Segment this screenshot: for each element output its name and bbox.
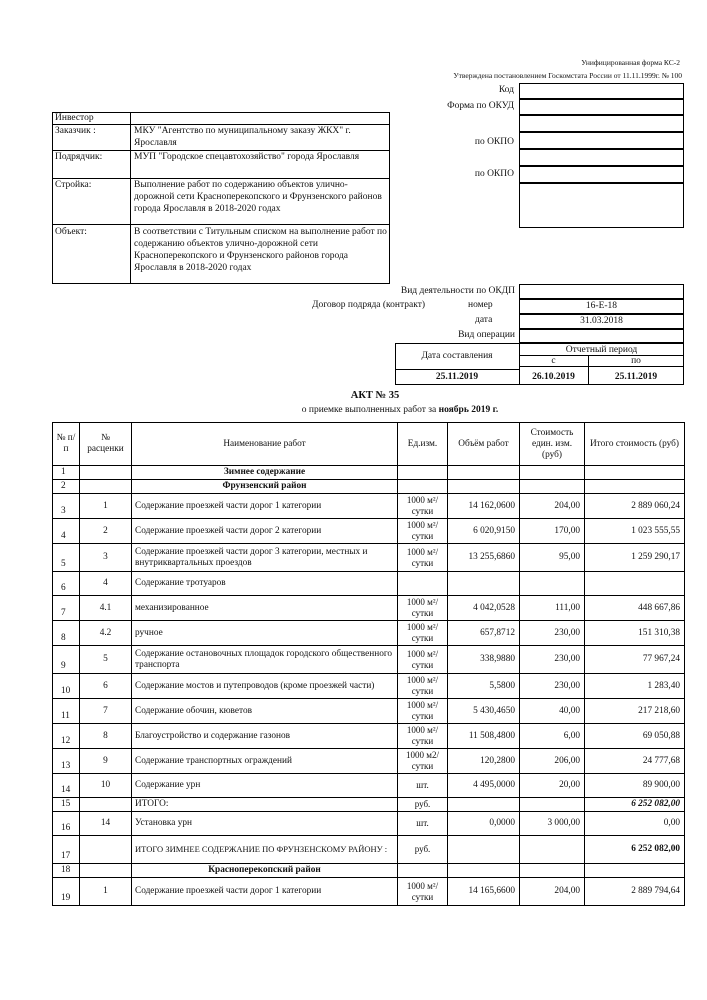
- table-row: [53, 494, 685, 519]
- table-row: [53, 646, 685, 674]
- row-price: 230,00: [520, 674, 585, 699]
- header-total: Итого стоимость (руб): [585, 423, 685, 466]
- row-price: [520, 466, 585, 480]
- contract-number-value: 16-Е-18: [585, 301, 618, 311]
- row-volume: 5 430,4650: [448, 699, 520, 724]
- okud-cell: [519, 99, 684, 115]
- code-header-cell: [519, 83, 684, 99]
- row-name: ИТОГО:: [132, 798, 398, 812]
- row-volume: 4 495,0000: [448, 774, 520, 798]
- row-total: 6 252 082,00: [585, 798, 685, 812]
- row-unit: 1000 м2/ сутки: [398, 749, 448, 774]
- operation-cell: [519, 329, 684, 343]
- compiled-date-value: 25.11.2019: [435, 372, 479, 382]
- table-row: [53, 466, 685, 480]
- row-unit: 1000 м²/ сутки: [398, 724, 448, 749]
- period-from-label: с: [551, 356, 556, 366]
- row-volume: [448, 864, 520, 878]
- okpo1-label: по ОКПО: [474, 137, 514, 147]
- row-price: 20,00: [520, 774, 585, 798]
- row-number: 11: [53, 699, 80, 724]
- row-price: [520, 864, 585, 878]
- blank-cell-2: [519, 149, 684, 166]
- period-label: Отчетный период: [565, 345, 638, 355]
- object-label: Объект:: [55, 227, 87, 237]
- row-rate: 3: [80, 544, 132, 572]
- row-rate: [80, 466, 132, 480]
- row-unit: [398, 466, 448, 480]
- row-volume: 120,2800: [448, 749, 520, 774]
- act-subtitle: [220, 404, 580, 416]
- row-price: 170,00: [520, 519, 585, 544]
- row-total: [585, 466, 685, 480]
- okpo1-cell: [519, 132, 684, 149]
- row-volume: [448, 836, 520, 864]
- table-row: [53, 812, 685, 836]
- blank-cell-3: [519, 183, 684, 228]
- row-number: 8: [53, 621, 80, 646]
- row-unit: шт.: [398, 774, 448, 798]
- row-price: [520, 572, 585, 596]
- table-row: [53, 621, 685, 646]
- row-total: 448 667,86: [585, 596, 685, 621]
- row-total: 89 900,00: [585, 774, 685, 798]
- row-rate: 9: [80, 749, 132, 774]
- row-number: 10: [53, 674, 80, 699]
- row-total: 1 283,40: [585, 674, 685, 699]
- row-number: 9: [53, 646, 80, 674]
- row-volume: 13 255,6860: [448, 544, 520, 572]
- row-number: 15: [53, 798, 80, 812]
- okud-label: Форма по ОКУД: [447, 101, 514, 111]
- row-volume: [448, 572, 520, 596]
- row-volume: 14 165,6600: [448, 878, 520, 906]
- row-price: 3 000,00: [520, 812, 585, 836]
- row-total: 69 050,88: [585, 724, 685, 749]
- row-name: Содержание транспортных ограждений: [132, 749, 398, 774]
- row-volume: 657,8712: [448, 621, 520, 646]
- header-price: Стоимость един. изм. (руб): [520, 423, 585, 466]
- row-price: 230,00: [520, 621, 585, 646]
- row-volume: 5,5800: [448, 674, 520, 699]
- row-total: [585, 864, 685, 878]
- row-name: Содержание остановочных площадок городского общественного транспорта: [132, 646, 398, 674]
- header-volume: Объём работ: [448, 423, 520, 466]
- row-total: [585, 572, 685, 596]
- row-total: 151 310,38: [585, 621, 685, 646]
- row-number: 16: [53, 812, 80, 836]
- row-unit: шт.: [398, 812, 448, 836]
- row-number: 7: [53, 596, 80, 621]
- row-price: [520, 836, 585, 864]
- period-to-label: по: [631, 356, 641, 366]
- row-unit: руб.: [398, 836, 448, 864]
- row-total: [585, 480, 685, 494]
- parties-divider: [130, 112, 131, 284]
- row-name: ИТОГО ЗИМНЕЕ СОДЕРЖАНИЕ ПО ФРУНЗЕНСКОМУ РАЙОНУ :: [132, 836, 398, 864]
- header-no: № п/п: [53, 423, 80, 466]
- table-row: [53, 480, 685, 494]
- row-unit: 1000 м²/ сутки: [398, 646, 448, 674]
- row-number: 6: [53, 572, 80, 596]
- row-total: 2 889 794,64: [585, 878, 685, 906]
- row-unit: 1000 м²/ сутки: [398, 544, 448, 572]
- header-name: Наименование работ: [132, 423, 398, 466]
- row-name: Содержание проезжей части дорог 1 категории: [132, 494, 398, 519]
- okdp-cell: [519, 284, 684, 299]
- row-rate: 14: [80, 812, 132, 836]
- table-row: [53, 572, 685, 596]
- customer-value: МКУ "Агентство по муниципальному заказу ЖКХ" г. Ярославля: [134, 126, 351, 148]
- table-row: [53, 544, 685, 572]
- customer-label: Заказчик :: [55, 126, 96, 136]
- row-price: 6,00: [520, 724, 585, 749]
- row-price: 111,00: [520, 596, 585, 621]
- row-number: 3: [53, 494, 80, 519]
- row-number: 18: [53, 864, 80, 878]
- header-rate: № расценки: [80, 423, 132, 466]
- row-unit: [398, 864, 448, 878]
- construction-value: Выполнение работ по содержанию объектов улично-дорожной сети Красноперекопского и Фрунзенского районов города Ярославля в 2018-2020 годах: [134, 180, 382, 214]
- table-row: [53, 878, 685, 906]
- table-row: [53, 798, 685, 812]
- row-unit: руб.: [398, 798, 448, 812]
- row-price: 230,00: [520, 646, 585, 674]
- period-to-value: 25.11.2019: [614, 372, 658, 382]
- act-subtitle-period: ноябрь 2019 г.: [438, 405, 499, 415]
- row-volume: 14 162,0600: [448, 494, 520, 519]
- table-row: [53, 864, 685, 878]
- row-rate: 4.1: [80, 596, 132, 621]
- row-rate: 1: [80, 878, 132, 906]
- table-row: [53, 596, 685, 621]
- row-number: 19: [53, 878, 80, 906]
- row-volume: [448, 798, 520, 812]
- row-price: [520, 480, 585, 494]
- row-number: 5: [53, 544, 80, 572]
- row-price: 206,00: [520, 749, 585, 774]
- row-number: 12: [53, 724, 80, 749]
- row-name: Содержание обочин, кюветов: [132, 699, 398, 724]
- row-name: Фрунзенский район: [132, 480, 398, 494]
- row-volume: 4 042,0528: [448, 596, 520, 621]
- row-rate: [80, 480, 132, 494]
- contract-date-value: 31.03.2018: [580, 316, 623, 326]
- row-name: Содержание урн: [132, 774, 398, 798]
- row-rate: [80, 798, 132, 812]
- code-label: Код: [498, 85, 514, 95]
- row-number: 17: [53, 836, 80, 864]
- form-title: Унифицированная форма КС-2: [581, 58, 680, 67]
- row-number: 14: [53, 774, 80, 798]
- investor-label: Инвестор: [55, 113, 94, 123]
- row-unit: 1000 м²/ сутки: [398, 621, 448, 646]
- row-total: 0,00: [585, 812, 685, 836]
- row-unit: 1000 м²/ сутки: [398, 519, 448, 544]
- act-subtitle-prefix: о приемке выполненных работ за: [301, 405, 437, 415]
- row-rate: 1: [80, 494, 132, 519]
- row-rate: [80, 836, 132, 864]
- row-unit: 1000 м²/ сутки: [398, 494, 448, 519]
- row-number: 1: [53, 466, 80, 480]
- okdp-label: Вид деятельности по ОКДП: [400, 286, 515, 296]
- row-total: 24 777,68: [585, 749, 685, 774]
- table-row: [53, 724, 685, 749]
- form-approval-note: Утверждена постановлением Госкомстата России от 11.11.1999г. № 100: [453, 71, 682, 80]
- table-row: [53, 749, 685, 774]
- row-unit: 1000 м²/ сутки: [398, 596, 448, 621]
- row-rate: 6: [80, 674, 132, 699]
- row-price: [520, 798, 585, 812]
- row-rate: 4.2: [80, 621, 132, 646]
- works-table: [52, 422, 685, 906]
- row-total: 2 889 060,24: [585, 494, 685, 519]
- contract-number-label: номер: [468, 300, 493, 310]
- act-title: АКТ № 35: [350, 390, 400, 401]
- table-row: [53, 774, 685, 798]
- blank-cell-1: [519, 115, 684, 132]
- row-name: Содержание тротуаров: [132, 572, 398, 596]
- row-total: 6 252 082,00: [585, 836, 685, 864]
- row-unit: 1000 м²/ сутки: [398, 699, 448, 724]
- compiled-date-label: Дата составления: [421, 351, 493, 361]
- row-rate: 10: [80, 774, 132, 798]
- table-row: [53, 674, 685, 699]
- row-rate: [80, 864, 132, 878]
- row-rate: 2: [80, 519, 132, 544]
- contract-date-label: дата: [475, 315, 493, 325]
- row-unit: 1000 м²/ сутки: [398, 674, 448, 699]
- table-header-row: [53, 423, 685, 466]
- row-rate: 4: [80, 572, 132, 596]
- operation-label: Вид операции: [458, 330, 515, 340]
- row-total: 1 023 555,55: [585, 519, 685, 544]
- row-unit: [398, 572, 448, 596]
- row-price: 40,00: [520, 699, 585, 724]
- okpo2-cell: [519, 166, 684, 183]
- row-rate: 8: [80, 724, 132, 749]
- okpo2-label: по ОКПО: [474, 169, 514, 179]
- row-volume: 338,9880: [448, 646, 520, 674]
- row-name: механизированное: [132, 596, 398, 621]
- row-name: Содержание мостов и путепроводов (кроме проезжей части): [132, 674, 398, 699]
- row-rate: 5: [80, 646, 132, 674]
- row-name: ручное: [132, 621, 398, 646]
- row-total: 217 218,60: [585, 699, 685, 724]
- row-number: 4: [53, 519, 80, 544]
- row-volume: [448, 480, 520, 494]
- row-unit: [398, 480, 448, 494]
- contractor-label: Подрядчик:: [55, 152, 103, 162]
- table-row: [53, 699, 685, 724]
- construction-label: Стройка:: [55, 180, 92, 190]
- row-volume: 11 508,4800: [448, 724, 520, 749]
- row-rate: 7: [80, 699, 132, 724]
- row-name: Содержание проезжей части дорог 3 категории, местных и внутриквартальных проездов: [132, 544, 398, 572]
- row-name: Содержание проезжей части дорог 2 категории: [132, 519, 398, 544]
- row-volume: [448, 466, 520, 480]
- row-unit: 1000 м²/ сутки: [398, 878, 448, 906]
- row-total: 1 259 290,17: [585, 544, 685, 572]
- table-row: [53, 519, 685, 544]
- row-name: Красноперекопский район: [132, 864, 398, 878]
- row-number: 13: [53, 749, 80, 774]
- row-name: Зимнее содержание: [132, 466, 398, 480]
- period-from-value: 26.10.2019: [532, 372, 575, 382]
- header-unit: Ед.изм.: [398, 423, 448, 466]
- row-price: 204,00: [520, 494, 585, 519]
- row-name: Установка урн: [132, 812, 398, 836]
- row-volume: 0,0000: [448, 812, 520, 836]
- row-price: 204,00: [520, 878, 585, 906]
- object-value: В соответствии с Титульным списком на выполнение работ по содержанию объектов улично-дорожной сети Красноперекопского и Фрунзенского районов города Ярославля в 2018-2020 годах: [134, 227, 387, 273]
- contractor-value: МУП "Городское спецавтохозяйство" города Ярославля: [134, 152, 360, 162]
- row-name: Содержание проезжей части дорог 1 категории: [132, 878, 398, 906]
- table-row: [53, 836, 685, 864]
- row-name: Благоустройство и содержание газонов: [132, 724, 398, 749]
- row-total: 77 967,24: [585, 646, 685, 674]
- row-volume: 6 020,9150: [448, 519, 520, 544]
- contract-label: Договор подряда (контракт): [312, 300, 426, 310]
- row-price: 95,00: [520, 544, 585, 572]
- row-number: 2: [53, 480, 80, 494]
